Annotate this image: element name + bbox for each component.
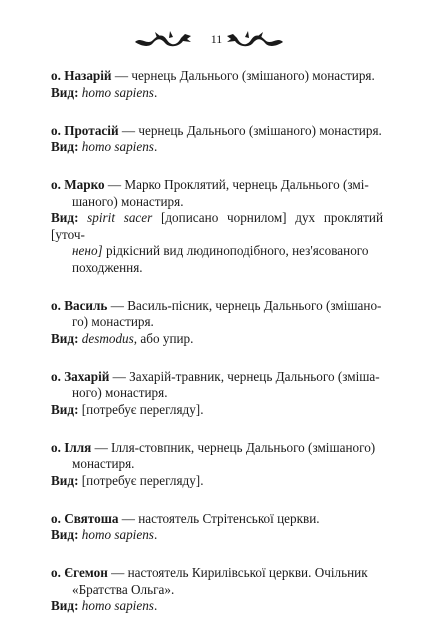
- entry-description-cont: шаного) монастиря.: [72, 193, 184, 209]
- dragon-ornament-right-icon: [223, 28, 285, 50]
- entry-description-cont: «Братства Ольга».: [72, 581, 175, 597]
- entry-description: Ілля-стовпник, чернець Дальнього (змішаного): [111, 439, 376, 455]
- entry-description-cont: го) монастиря.: [72, 314, 154, 329]
- entry-illya: о. Ілля — Ілля-стовпник, чернець Дальнього (змішаного) монастиря. Вид: [потребує перегляду].: [51, 439, 376, 488]
- entry-name: о. Назарій: [51, 68, 112, 83]
- species-value: spirit sacer: [87, 210, 153, 225]
- entry-description-cont: монастиря.: [72, 456, 135, 471]
- entry-name: о. Протасій: [51, 122, 119, 138]
- entry-name: о. Марко: [51, 177, 105, 192]
- species-label: Вид:: [51, 139, 79, 154]
- entry-description: Василь-пісник, чернець Дальнього (змішано-: [127, 297, 382, 313]
- species-label: Вид:: [51, 472, 79, 488]
- species-value: desmodus: [81, 330, 134, 346]
- species-label: Вид:: [51, 210, 79, 225]
- entry-description: настоятель Стрітенської церкви.: [138, 510, 320, 526]
- species-value: [потребує перегляду].: [81, 472, 204, 488]
- entry-zakhariy: о. Захарій — Захарій-травник, чернець Дальнього (зміша- ного) монастиря. Вид: [потребує перегляду].: [51, 368, 380, 417]
- entry-description: настоятель Кирилівської церкви. Очільник: [127, 565, 368, 580]
- species-value: [потребує перегляду].: [81, 401, 204, 417]
- entry-description: чернець Дальнього (змішаного) монастиря.: [138, 122, 382, 138]
- entry-name: о. Захарій: [51, 368, 110, 384]
- entry-list: [51, 68, 383, 636]
- species-value: homo sapiens: [81, 84, 154, 100]
- entry-yegemon: о. Єгемон — настоятель Кирилівської церкви. Очільник «Братства Ольга». Вид: homo sapiens.: [51, 565, 368, 613]
- entry-description: Захарій-травник, чернець Дальнього (зміша-: [129, 368, 380, 384]
- entry-nazariy: о. Назарій — чернець Дальнього (змішаного) монастиря. Вид: homo sapiens.: [51, 68, 375, 100]
- species-label: Вид:: [51, 401, 79, 417]
- entry-description-cont: ного) монастиря.: [72, 385, 168, 400]
- entry-name: о. Ілля: [51, 439, 92, 455]
- species-value: homo sapiens: [81, 527, 154, 542]
- entry-svyatosha: о. Святоша — настоятель Стрітенської церкви. Вид: homo sapiens.: [51, 510, 320, 542]
- entry-marko: о. Марко — Марко Проклятий, чернець Дальнього (змі- шаного) монастиря. Вид: spirit sacer [дописано чорнилом] дух проклятий [уточ- нено] рідкісний вид людиноподібного, нез'ясованого походження.: [51, 177, 384, 275]
- entry-protasiy: о. Протасій — чернець Дальнього (змішаного) монастиря. Вид: homo sapiens.: [51, 122, 382, 154]
- page-number: 11: [210, 32, 223, 46]
- entry-name: о. Єгемон: [51, 565, 108, 580]
- entry-name: о. Святоша: [51, 510, 119, 526]
- species-note: [дописано чорнилом] дух проклятий [уточ-: [51, 210, 384, 242]
- species-end: .: [153, 527, 158, 542]
- species-label: Вид:: [51, 598, 79, 613]
- species-value: homo sapiens: [81, 598, 154, 613]
- species-label: Вид:: [51, 330, 79, 346]
- species-note-italic: нено]: [72, 243, 103, 258]
- entry-name: о. Василь: [51, 297, 108, 313]
- species-end: .: [153, 598, 158, 613]
- page-header: [0, 26, 433, 54]
- species-note-cont: рідкісний вид людиноподібного, нез'ясованого: [105, 243, 369, 258]
- species-end: , або упир.: [133, 330, 194, 346]
- species-note-end: походження.: [72, 259, 143, 275]
- species-end: .: [153, 84, 158, 100]
- entry-description: Марко Проклятий, чернець Дальнього (змі-: [124, 177, 369, 192]
- species-end: .: [153, 139, 158, 154]
- entry-description: чернець Дальнього (змішаного) монастиря.: [131, 68, 375, 83]
- species-label: Вид:: [51, 527, 79, 542]
- species-value: homo sapiens: [81, 139, 154, 154]
- species-label: Вид:: [51, 84, 79, 100]
- entry-vasyl: о. Василь — Василь-пісник, чернець Дальнього (змішано- го) монастиря. Вид: desmodus, або упир.: [51, 297, 382, 346]
